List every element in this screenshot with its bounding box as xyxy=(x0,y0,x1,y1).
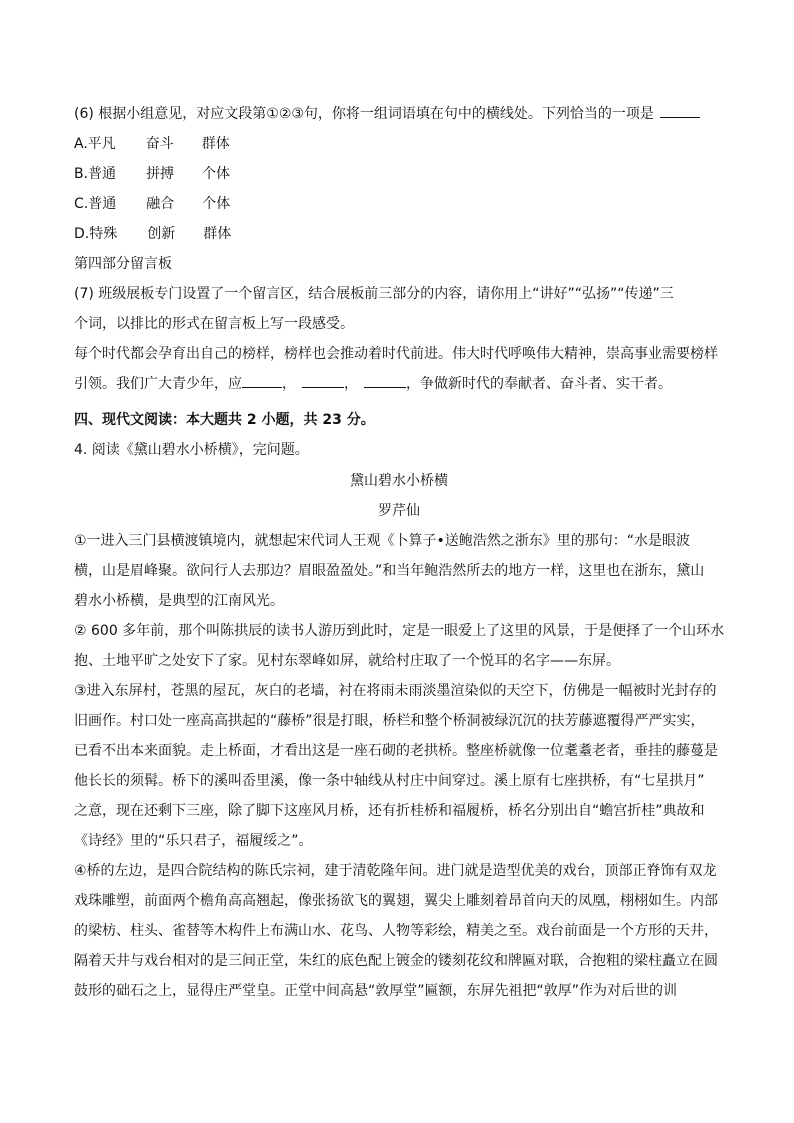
answer-blank-1[interactable] xyxy=(242,373,282,388)
message-body-text: 引领。我们广大青少年，应 xyxy=(74,376,242,392)
article-paragraph-4 xyxy=(74,856,724,1006)
option-word-3: 群体 xyxy=(203,226,232,242)
question-7-line: 个词，以排比的形式在留言板上写一段感受。 xyxy=(74,316,354,332)
option-word-3: 个体 xyxy=(202,166,231,182)
paragraph-line: 他长长的须髯。桥下的溪叫岙里溪，像一条中轴线从村庄中间穿过。溪上原有七座拱桥，有“七星拱月” xyxy=(74,773,705,789)
option-letter: B. xyxy=(74,166,89,182)
option-letter: D. xyxy=(74,226,90,242)
answer-blank[interactable] xyxy=(660,103,700,118)
paragraph-line: ④桥的左边，是四合院结构的陈氏宗祠，建于清乾隆年间。进门就是造型优美的戏台，顶部正脊饰有双龙 xyxy=(74,863,717,879)
message-body-text: ，争做新时代的奉献者、奋斗者、实干者。 xyxy=(406,376,672,392)
option-word-1: 特殊 xyxy=(89,226,118,242)
article-paragraph-1 xyxy=(74,526,724,616)
option-letter: C. xyxy=(74,196,89,212)
message-body-line: 每个时代都会孕育出自己的榜样，榜样也会推动着时代前进。伟大时代呼唤伟大精神，崇高事业需要榜样 xyxy=(74,346,718,362)
article xyxy=(74,466,724,1006)
option-word-2: 奋斗 xyxy=(145,136,174,152)
section-4-heading: 四、现代文阅读：本大题共 2 小题，共 23 分。 xyxy=(74,412,375,428)
question-6-stem-text: (6) 根据小组意见，对应文段第①②③句，你将一组词语填在句中的横线处。下列恰当的一项是 xyxy=(74,106,654,122)
option-word-2: 拼搏 xyxy=(146,166,175,182)
paragraph-line: ①一进入三门县横渡镇境内，就想起宋代词人王观《卜算子•送鲍浩然之浙东》里的那句：“水是眼波 xyxy=(74,533,691,549)
paragraph-line: 抱、土地平旷之处安下了家。见村东翠峰如屏，就给村庄取了一个悦耳的名字——东屏。 xyxy=(74,653,620,669)
option-word-3: 个体 xyxy=(202,196,231,212)
paragraph-line: 旧画作。村口处一座高高拱起的“藤桥”很是打眼，桥栏和整个桥洞被绿沉沉的扶芳藤遮覆得严严实实， xyxy=(74,713,705,729)
separator: ， xyxy=(344,376,358,392)
article-title: 黛山碧水小桥横 xyxy=(350,473,448,489)
option-word-1: 普通 xyxy=(88,196,117,212)
paragraph-line: ③进入东屏村，苍黑的屋瓦，灰白的老墙，衬在将雨未雨淡墨渲染似的天空下，仿佛是一幅被时光封存的 xyxy=(74,683,717,699)
question-6 xyxy=(74,99,724,249)
option-word-2: 融合 xyxy=(146,196,175,212)
part-4-message-board xyxy=(74,249,724,399)
article-paragraph-3 xyxy=(74,676,724,856)
section-4 xyxy=(74,405,724,465)
question-4-instruction: 4. 阅读《黛山碧水小桥横》，完问题。 xyxy=(74,442,309,458)
paragraph-line: 隔着天井与戏台相对的是三间正堂，朱红的底色配上镀金的镂刻花纹和牌匾对联，合抱粗的梁柱矗立在圆 xyxy=(74,953,718,969)
option-d[interactable] xyxy=(74,219,724,249)
option-word-1: 普通 xyxy=(88,166,117,182)
answer-blank-3[interactable] xyxy=(364,373,406,388)
message-body-line-with-blanks xyxy=(74,369,724,399)
part-4-heading: 第四部分留言板 xyxy=(74,256,172,272)
paragraph-line: 横，山是眉峰聚。欲问行人去那边？眉眼盈盈处。”和当年鲍浩然所去的地方一样，这里也在浙东，黛山 xyxy=(74,563,705,579)
question-6-stem xyxy=(74,99,724,129)
option-word-3: 群体 xyxy=(201,136,230,152)
paragraph-line: 碧水小桥横，是典型的江南风光。 xyxy=(74,593,284,609)
paragraph-line: 已看不出本来面貌。走上桥面，才看出这是一座石砌的老拱桥。整座桥就像一位耄耋老者，垂挂的藤蔓是 xyxy=(74,743,718,759)
paragraph-line: 的梁枋、柱头、雀替等木构件上布满山水、花鸟、人物等彩绘，精美之至。戏台前面是一个方形的天井， xyxy=(74,923,718,939)
article-paragraph-2 xyxy=(74,616,724,676)
answer-blank-2[interactable] xyxy=(302,373,344,388)
paragraph-line: 鼓形的础石之上，显得庄严堂皇。正堂中间高悬“敦厚堂”匾额，东屏先祖把“敦厚”作为对后世的训 xyxy=(74,983,678,999)
paragraph-line: 戏珠雕塑，前面两个檐角高高翘起，像张扬欲飞的翼翅，翼尖上雕刻着昂首向天的凤凰，栩栩如生。内部 xyxy=(74,893,718,909)
option-word-1: 平凡 xyxy=(87,136,116,152)
option-word-2: 创新 xyxy=(147,226,176,242)
option-letter: A. xyxy=(74,136,88,152)
separator: ， xyxy=(282,376,296,392)
article-author: 罗芹仙 xyxy=(378,503,420,519)
option-c[interactable] xyxy=(74,189,724,219)
question-7-line: (7) 班级展板专门设置了一个留言区，结合展板前三部分的内容，请你用上“讲好”“弘扬”“传递”三 xyxy=(74,286,674,302)
option-b[interactable] xyxy=(74,159,724,189)
paragraph-line: 《诗经》里的“乐只君子，福履绥之”。 xyxy=(74,833,313,849)
paragraph-line: 之意，现在还剩下三座，除了脚下这座风月桥，还有折桂桥和福履桥，桥名分别出自“蟾宫折桂”典故和 xyxy=(74,803,705,819)
option-a[interactable] xyxy=(74,129,724,159)
paragraph-line: ② 600 多年前，那个叫陈拱辰的读书人游历到此时，定是一眼爱上了这里的风景，于是便择了一个山环水 xyxy=(74,623,725,639)
